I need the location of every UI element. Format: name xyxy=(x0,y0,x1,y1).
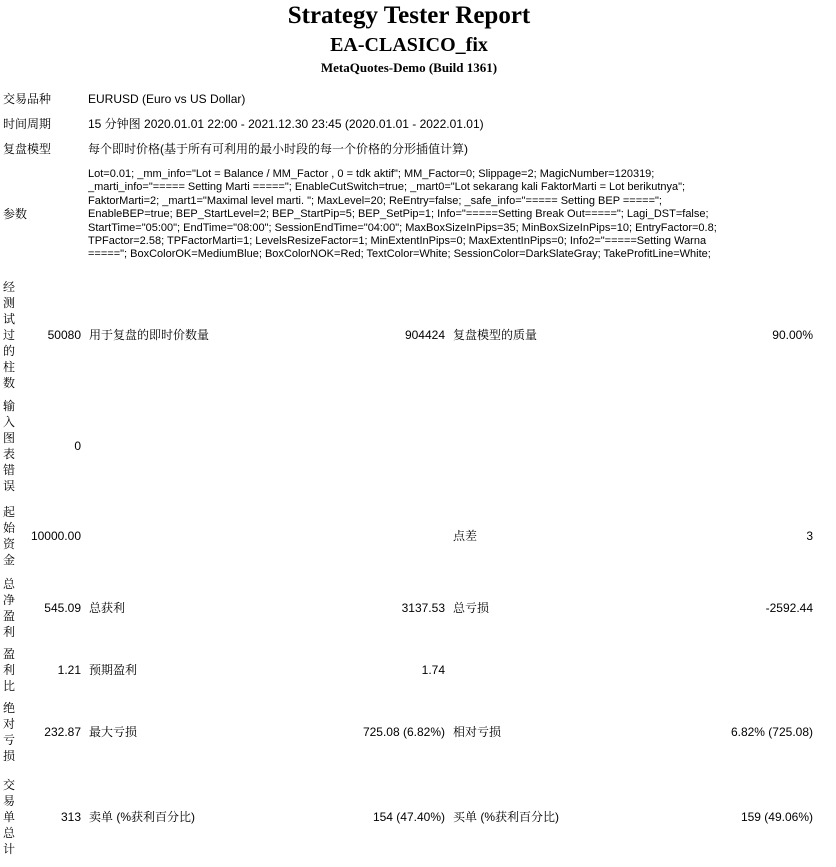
stat-label: 最大亏损 xyxy=(89,724,138,739)
stat-row-net-profit xyxy=(3,574,813,642)
stat-value xyxy=(323,498,445,574)
symbol-label: 交易品种 xyxy=(3,92,52,106)
expert-advisor-name: EA-CLASICO_fix xyxy=(330,34,488,56)
stat-label: 经测试过的柱数 xyxy=(3,279,16,390)
stat-label xyxy=(81,394,323,498)
model-value: 每个即时价格(基于所有可利用的最小时段的每一个价格的分形插值计算) xyxy=(88,142,468,156)
stat-value: 6.82% (725.08) xyxy=(730,724,813,739)
stat-row-bars-tested xyxy=(3,276,813,394)
stat-label: 买单 (%获利百分比) xyxy=(453,809,559,824)
stat-row-drawdown xyxy=(3,698,813,766)
stat-label: 总净盈利 xyxy=(3,576,16,639)
strategy-tester-report xyxy=(3,1,815,867)
report-info-table xyxy=(3,93,815,262)
stat-label xyxy=(445,642,685,698)
stat-row-total-trades xyxy=(3,766,813,867)
stat-value: 50080 xyxy=(47,327,81,342)
stat-label: 预期盈利 xyxy=(89,662,138,677)
stat-label: 总获利 xyxy=(89,600,126,615)
model-row xyxy=(3,143,815,168)
stat-label: 复盘模型的质量 xyxy=(453,327,538,342)
stat-label xyxy=(81,498,323,574)
period-value: 15 分钟图 2020.01.01 22:00 - 2021.12.30 23:45 (2020.01.01 - 2022.01.01) xyxy=(88,117,484,131)
stat-row-profit-factor xyxy=(3,642,813,698)
stat-value: -2592.44 xyxy=(765,600,813,615)
stat-label: 点差 xyxy=(453,528,478,543)
stat-value xyxy=(685,642,813,698)
stat-value: 3137.53 xyxy=(401,600,445,615)
stat-value: 725.08 (6.82%) xyxy=(362,724,445,739)
stat-value: 0 xyxy=(74,438,81,453)
stat-value: 3 xyxy=(806,528,813,543)
stat-label: 输入图表错误 xyxy=(3,398,16,493)
stat-value: 232.87 xyxy=(44,724,81,739)
stat-row-chart-errors xyxy=(3,394,813,498)
stat-value: 1.21 xyxy=(57,662,81,677)
server-build: MetaQuotes-Demo (Build 1361) xyxy=(320,60,498,75)
symbol-row xyxy=(3,93,815,118)
stat-label: 总亏损 xyxy=(453,600,490,615)
stat-value: 1.74 xyxy=(421,662,445,677)
parameters-line: EnableBEP=true; BEP_StartLevel=2; BEP_StartPip=5; BEP_SetPip=1; Info="=====Setting Break Out====="; Lagi_DST=false; xyxy=(88,208,709,221)
parameters-line: FaktorMarti=2; _mart1="Maximal level marti. "; MaxLevel=20; ReEntry=false; _safe_info="===== Setting BEP ====="; xyxy=(88,194,662,207)
stat-value: 90.00% xyxy=(772,327,813,342)
stat-value: 904424 xyxy=(404,327,445,342)
statistics-table xyxy=(3,276,813,867)
stat-label xyxy=(445,394,685,498)
stat-value xyxy=(685,394,813,498)
stat-label: 盈利比 xyxy=(3,646,16,693)
parameters-line: TPFactor=2.58; TPFactorMarti=1; LevelsResizeFactor=1; MinExtentInPips=0; MaxExtentInPips=0; Info2="=====Setting Warna xyxy=(88,235,707,248)
period-label: 时间周期 xyxy=(3,117,52,131)
stat-label: 交易单总计 xyxy=(3,777,16,856)
stat-value: 154 (47.40%) xyxy=(372,809,445,824)
period-row xyxy=(3,118,815,143)
symbol-value: EURUSD (Euro vs US Dollar) xyxy=(88,92,246,106)
parameters-row xyxy=(3,168,815,262)
stat-value: 10000.00 xyxy=(30,528,81,543)
report-title: Strategy Tester Report xyxy=(287,2,531,29)
stat-row-initial-deposit xyxy=(3,498,813,574)
parameters-label: 参数 xyxy=(3,207,28,222)
parameters-line: ====="; BoxColorOK=MediumBlue; BoxColorNOK=Red; TextColor=White; SessionColor=DarkSlateGray; TakeProfitLine=White; xyxy=(88,248,711,261)
stat-label: 绝对亏损 xyxy=(3,700,16,763)
stat-label: 相对亏损 xyxy=(453,724,502,739)
parameters-line: StartTime="05:00"; EndTime="08:00"; SessionEndTime="04:00"; MaxBoxSizeInPips=35; MinBoxSizeInPips=10; EntryFactor=0.8; xyxy=(88,221,717,234)
model-label: 复盘模型 xyxy=(3,142,52,156)
stat-value: 545.09 xyxy=(44,600,81,615)
parameters-line: Lot=0.01; _mm_info="Lot = Balance / MM_Factor , 0 = tdk aktif"; MM_Factor=0; Slippage=2; MagicNumber=120319; xyxy=(88,168,655,180)
stat-label: 用于复盘的即时价数量 xyxy=(89,327,210,342)
stat-label: 卖单 (%获利百分比) xyxy=(89,809,195,824)
stat-value: 159 (49.06%) xyxy=(740,809,813,824)
parameters-value xyxy=(88,168,815,262)
parameters-line: _marti_info="===== Setting Marti ====="; EnableCutSwitch=true; _mart0="Lot sekarang kali FaktorMarti = Lot berikutnya"; xyxy=(88,181,686,194)
stat-label: 起始资金 xyxy=(3,504,16,567)
stat-value xyxy=(323,394,445,498)
stat-value: 313 xyxy=(60,809,81,824)
